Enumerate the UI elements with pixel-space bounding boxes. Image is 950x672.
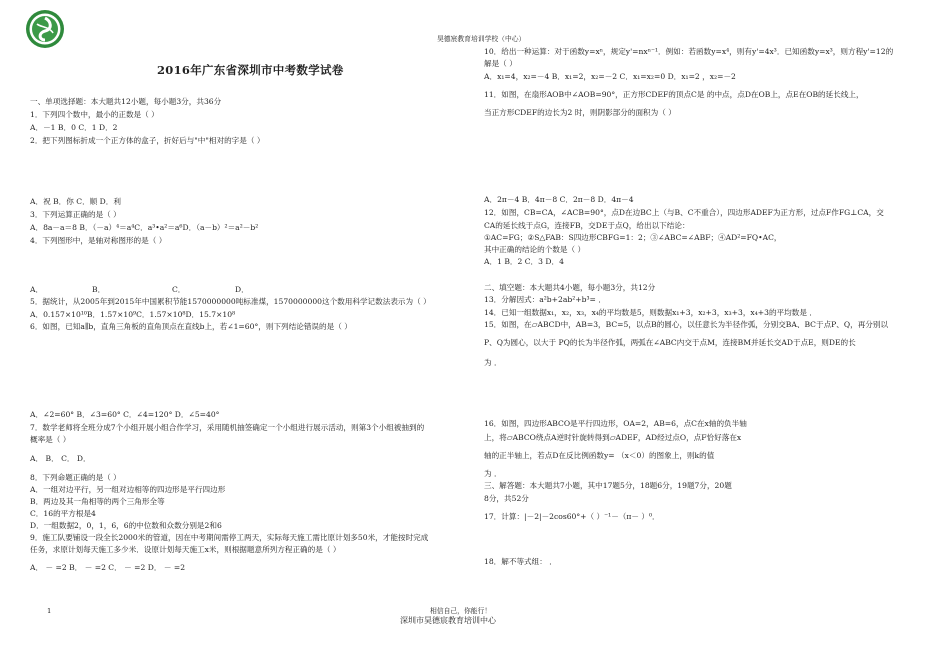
question-16-line-1: 16．如图，四边形ABCO是平行四边形，OA=2，AB=6，点C在x轴的负半轴: [484, 419, 747, 428]
question-17: 17．计算：|－2|－2cos60°+（ ）⁻¹－（π－ ）⁰．: [484, 512, 660, 521]
question-11-line-1: 11．如图，在扇形AOB中∠AOB=90°，正方形CDEF的顶点C是 的中点，点D在OB上，点E在OB的延长线上，: [484, 90, 864, 99]
question-3: 3．下列运算正确的是（ ）: [30, 210, 121, 219]
question-6-options: A．∠2=60° B．∠3=60° C．∠4=120° D．∠5=40°: [30, 410, 220, 419]
school-seal-icon: [25, 9, 65, 49]
question-5: 5．据统计，从2005年到2015年中国累积节能1570000000吨标准煤，1570000000这个数用科学记数法表示为（ ）: [30, 297, 431, 306]
question-14: 14．已知一组数据x₁，x₂，x₃，x₄的平均数是5，则数据x₁+3，x₂+3，x₃+3，x₄+3的平均数是 ．: [484, 308, 817, 317]
question-11-options: A．2π－4 B．4π－8 C．2π－8 D．4π－4: [484, 195, 634, 204]
question-4-option-b: B．: [92, 285, 106, 294]
question-10-line-1: 10．给出一种运算：对于函数y=xⁿ，规定y'=nxⁿ⁻¹．例如：若函数y=x⁴，则有y'=4x³．已知函数y=x³，则方程y'=12的: [484, 47, 894, 56]
question-7-line-1: 7．数学老师将全班分成7个小组开展小组合作学习，采用随机抽签确定一个小组进行展示活动，则第3个小组被抽到的: [30, 423, 425, 432]
question-7-options: A． B． C． D．: [30, 454, 91, 463]
footer-slogan: 相信自己，你能行！: [430, 607, 492, 615]
question-9-line-2: 任务，求原计划每天施工多少米．设原计划每天施工x米，则根据题意所列方程正确的是（ ）: [30, 545, 341, 554]
question-6: 6．如图，已知a∥b，直角三角板的直角顶点在直线b上，若∠1=60°，则下列结论错误的是（ ）: [30, 322, 352, 331]
question-10-line-2: 解是（ ）: [484, 59, 517, 68]
question-4-option-c: C．: [172, 285, 186, 294]
question-3-options: A．8a－a＝8 B．（－a）⁴＝a⁴C．a³•a²＝a⁶D．（a－b）²＝a²－b²: [30, 223, 259, 232]
question-1-options: A．－1 B．0 C．1 D．2: [30, 123, 118, 132]
question-15-line-2: P、Q为圆心，以大于 PQ的长为半径作弧，两弧在∠ABC内交于点M，连接BM并延长交AD于点E，则DE的长: [484, 338, 856, 347]
question-9-options: A． － =2 B． － =2 C． － =2 D． － =2: [30, 563, 186, 572]
question-13: 13．分解因式：a²b+2ab²+b³= ．: [484, 295, 606, 304]
question-2: 2．把下列图标折成一个正方体的盒子，折好后与"中"相对的字是（ ）: [30, 136, 265, 145]
question-16-line-3: 轴的正半轴上，若点D在反比例函数y= （x＜0）的图象上，则k的值: [484, 451, 715, 460]
question-4: 4．下列图形中，是轴对称图形的是（ ）: [30, 236, 167, 245]
question-12-line-2: CA的延长线于点G，连接FB，交DE于点Q，给出以下结论：: [484, 221, 690, 230]
school-header: 昊德宸教育培训学校（中心）: [437, 35, 526, 43]
question-4-option-d: D．: [235, 285, 249, 294]
question-8-option-a: A．一组对边平行，另一组对边相等的四边形是平行四边形: [30, 485, 226, 494]
question-4-option-a: A．: [30, 285, 44, 294]
question-12-options: A．1 B．2 C．3 D．4: [484, 257, 564, 266]
page-number: 1: [47, 607, 52, 615]
question-8: 8．下列命题正确的是（ ）: [30, 473, 121, 482]
section-3-heading-line-1: 三、解答题：本大题共7小题，其中17题5分，18题6分，19题7分，20题: [484, 481, 732, 490]
section-1-heading: 一、单项选择题：本大题共12小题，每小题3分，共36分: [30, 97, 222, 106]
question-11-line-2: 当正方形CDEF的边长为2 时，则阴影部分的面积为（ ）: [484, 108, 676, 117]
question-5-options: A．0.157×10¹⁰B．1.57×10⁹C．1.57×10⁸D．15.7×10⁸: [30, 310, 236, 319]
question-12-line-1: 12．如图，CB=CA，∠ACB=90°，点D在边BC上（与B、C不重合），四边形ADEF为正方形，过点F作FG⊥CA，交: [484, 208, 884, 217]
question-8-option-c: C．16的平方根是4: [30, 509, 96, 518]
question-8-option-d: D．一组数据2，0，1，6，6的中位数和众数分别是2和6: [30, 521, 222, 530]
question-1: 1．下列四个数中，最小的正数是（ ）: [30, 110, 159, 119]
section-2-heading: 二、填空题：本大题共4小题，每小题3分，共12分: [484, 283, 656, 292]
question-15-line-1: 15．如图，在▱ABCD中，AB=3，BC=5，以点B的圆心，以任意长为半径作弧，分别交BA、BC于点P、Q，再分别以: [484, 320, 889, 329]
question-10-options: A．x₁=4，x₂=－4 B．x₁=2，x₂=－2 C．x₁=x₂=0 D．x₁=2 ，x₂=－2: [484, 72, 736, 81]
question-12-line-3: ①AC=FG；②S△FAB：S四边形CBFG=1：2；③∠ABC=∠ABF；④AD²=FQ•AC，: [484, 233, 782, 242]
question-15-line-3: 为 ．: [484, 358, 502, 367]
question-8-option-b: B．两边及其一角相等的两个三角形全等: [30, 497, 165, 506]
question-7-line-2: 概率是（ ）: [30, 435, 71, 444]
question-2-options: A．祝 B．你 C．顺 D．利: [30, 197, 121, 206]
question-18: 18．解不等式组： ．: [484, 557, 557, 566]
page-title: 2016年广东省深圳市中考数学试卷: [157, 63, 344, 77]
question-16-line-4: 为 ．: [484, 469, 502, 478]
question-12-line-4: 其中正确的结论的个数是（ ）: [484, 245, 586, 254]
question-9-line-1: 9．施工队要铺设一段全长2000米的管道，因在中考期间需停工两天，实际每天施工需比原计划多50米，才能按时完成: [30, 533, 429, 542]
question-16-line-2: 上，将▱ABCO绕点A逆时针旋转得到▱ADEF，AD经过点O，点F恰好落在x: [484, 433, 742, 442]
footer-organization: 深圳市昊德宸教育培训中心: [400, 616, 496, 625]
section-3-heading-line-2: 8分，共52分: [484, 494, 529, 503]
